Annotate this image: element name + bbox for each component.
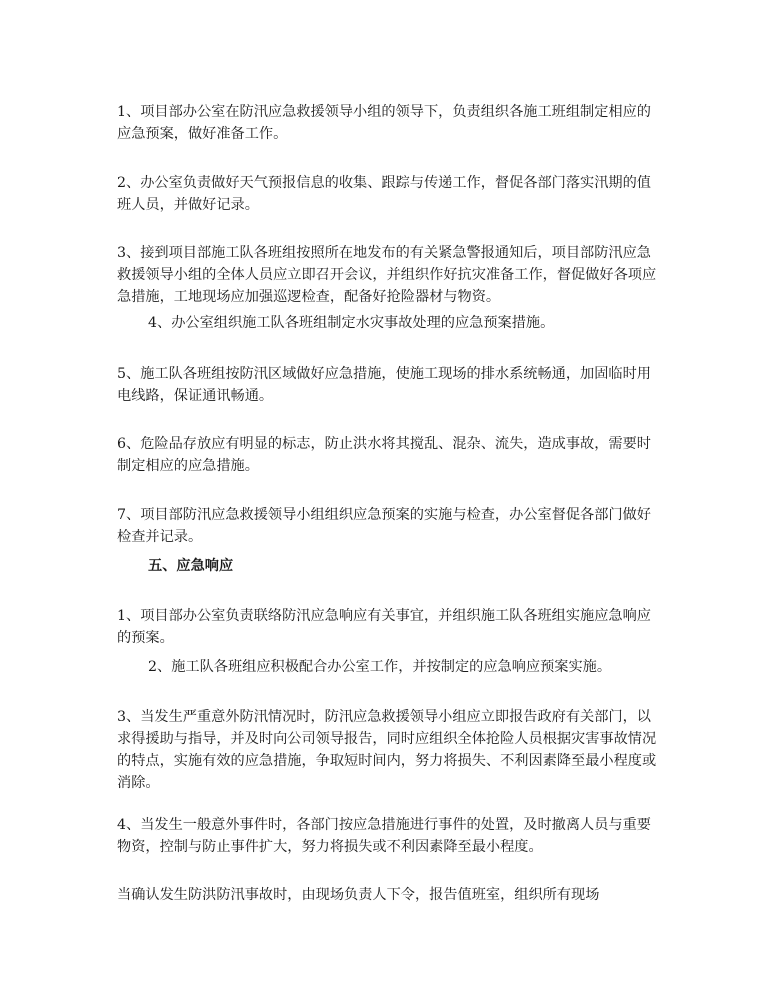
paragraph-12: 当确认发生防洪防汛事故时，由现场负责人下令，报告值班室，组织所有现场 (117, 887, 600, 903)
paragraph-5: 5、施工队各班组按防汛区域做好应急措施，使施工现场的排水系统畅通，加固临时用电线路，保证通讯畅通。 (117, 366, 651, 404)
section-heading: 五、应急响应 (148, 558, 234, 574)
paragraph-9: 2、施工队各班组应积极配合办公室工作，并按制定的应急响应预案实施。 (148, 659, 612, 675)
paragraph-4: 4、办公室组织施工队各班组制定水灾事故处理的应急预案措施。 (148, 315, 555, 331)
paragraph-3: 3、接到项目部施工队各班组按照所在地发布的有关紧急警报通知后，项目部防汛应急救援领导小组的全体人员应立即召开会议，并组织作好抗灾准备工作，督促做好各项应急措施，工地现场应加强巡逻检查，配备好抢险器材与物资。 (117, 245, 657, 305)
paragraph-1: 1、项目部办公室在防汛应急救援领导小组的领导下，负责组织各施工班组制定相应的应急预案，做好准备工作。 (117, 104, 651, 142)
paragraph-11: 4、当发生一般意外事件时，各部门按应急措施进行事件的处置，及时撤离人员与重要物资，控制与防止事件扩大，努力将损失或不利因素降至最小程度。 (117, 817, 651, 855)
paragraph-2: 2、办公室负责做好天气预报信息的收集、跟踪与传递工作，督促各部门落实汛期的值班人员，并做好记录。 (117, 175, 651, 213)
paragraph-7: 7、项目部防汛应急救援领导小组组织应急预案的实施与检查，办公室督促各部门做好检查并记录。 (117, 507, 651, 545)
paragraph-6: 6、危险品存放应有明显的标志，防止洪水将其搅乱、混杂、流失，造成事故，需要时制定相应的应急措施。 (117, 436, 651, 474)
paragraph-10: 3、当发生严重意外防汛情况时，防汛应急救援领导小组应立即报告政府有关部门，以求得援助与指导，并及时向公司领导报告，同时应组织全体抢险人员根据灾害事故情况的特点，实施有效的应急措施，争取短时间内，努力将损失、不利因素降至最小程度或消除。 (117, 709, 657, 791)
paragraph-8: 1、项目部办公室负责联络防汛应急响应有关事宜，并组织施工队各班组实施应急响应的预案。 (117, 608, 651, 646)
